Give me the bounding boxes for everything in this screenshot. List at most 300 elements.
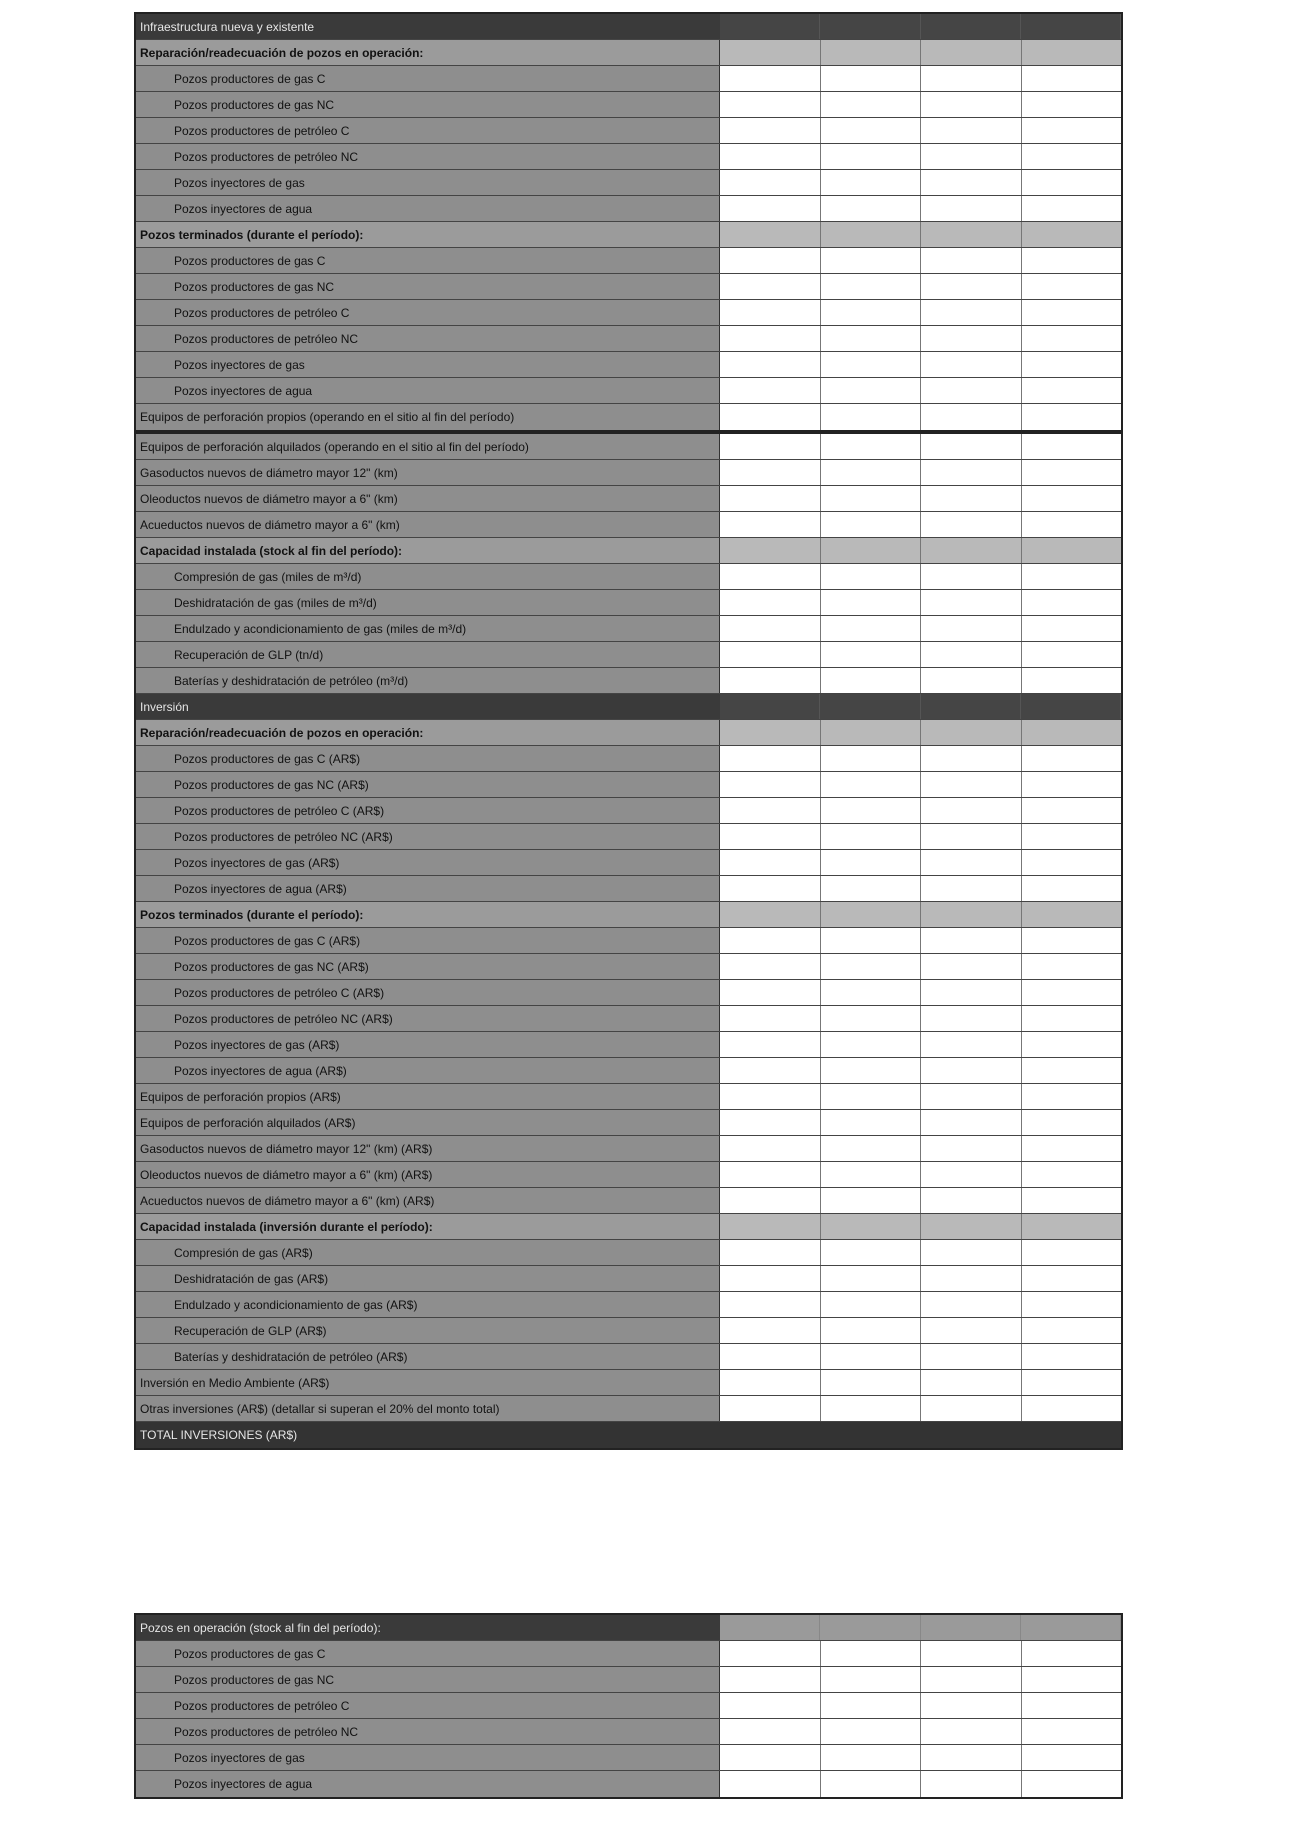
value-cell[interactable] [1022,1058,1122,1083]
value-cell[interactable] [1022,486,1122,511]
value-cell[interactable] [1022,352,1122,377]
value-cell[interactable] [720,1719,821,1744]
value-cell[interactable] [821,378,922,403]
value-cell[interactable] [1022,1136,1122,1161]
table-row [136,274,1121,300]
value-cell[interactable] [720,170,821,195]
value-cell[interactable] [921,1188,1022,1213]
value-cell[interactable] [921,1110,1022,1135]
table-row [136,1745,1121,1771]
value-cell[interactable] [720,1641,821,1666]
value-cell[interactable] [1022,1240,1122,1265]
value-cell[interactable] [720,1240,821,1265]
value-cell[interactable] [821,1188,922,1213]
value-cell[interactable] [1022,1745,1122,1770]
value-cell[interactable] [720,824,821,849]
value-cell[interactable] [1022,824,1122,849]
value-cell[interactable] [1022,144,1122,169]
value-cell[interactable] [821,746,922,771]
table-row [136,1771,1121,1797]
value-cell[interactable] [821,118,922,143]
value-cell[interactable] [1022,798,1122,823]
value-cell[interactable] [720,1318,821,1343]
value-cell[interactable] [921,248,1022,273]
value-cell[interactable] [1022,404,1122,430]
value-cell[interactable] [1022,1162,1122,1187]
value-cell[interactable] [821,196,922,221]
section-header-infraestructura [136,14,1121,40]
value-cell[interactable] [720,404,821,430]
value-cell[interactable] [1022,512,1122,537]
value-cell[interactable] [921,1396,1022,1421]
value-cell[interactable] [720,1058,821,1083]
value-cell[interactable] [921,824,1022,849]
value-cell [720,1615,820,1640]
value-cell [1022,720,1122,745]
value-cell[interactable] [720,1136,821,1161]
table-row [136,1058,1121,1084]
row-label: Pozos inyectores de agua (AR$) [136,876,720,901]
value-cell[interactable] [720,512,821,537]
value-cell [1022,40,1122,65]
row-label: Pozos productores de petróleo NC [136,326,720,351]
table-infraestructura-inversion [134,432,1123,1450]
value-cell[interactable] [720,1006,821,1031]
value-cell[interactable] [921,642,1022,667]
value-cell[interactable] [1022,378,1122,403]
value-cell[interactable] [1022,248,1122,273]
value-cell[interactable] [1022,1188,1122,1213]
row-label: Pozos productores de gas NC [136,274,720,299]
value-cell [1022,1214,1122,1239]
value-cell[interactable] [821,824,922,849]
value-cell[interactable] [821,1641,922,1666]
value-cell[interactable] [1022,1370,1122,1395]
row-label: Deshidratación de gas (AR$) [136,1266,720,1291]
value-cell[interactable] [821,668,922,693]
value-cell[interactable] [720,1292,821,1317]
value-cell[interactable] [921,404,1022,430]
value-cell[interactable] [720,1188,821,1213]
row-label: Pozos inyectores de gas [136,170,720,195]
value-cell[interactable] [921,486,1022,511]
value-cell[interactable] [1022,876,1122,901]
value-cell[interactable] [720,274,821,299]
value-cell [921,902,1022,927]
value-cell[interactable] [821,876,922,901]
table-row [136,1719,1121,1745]
row-label: Pozos inyectores de agua [136,196,720,221]
value-cell[interactable] [1022,564,1122,589]
table-row [136,144,1121,170]
section-header-row [136,1615,1121,1641]
value-cell[interactable] [921,92,1022,117]
table-row [136,876,1121,902]
value-cell[interactable] [921,144,1022,169]
row-label: Equipos de perforación propios (operando en el sitio al fin del período) [136,404,720,430]
row-label: Pozos inyectores de gas (AR$) [136,1032,720,1057]
row-label: Pozos terminados (durante el período): [136,222,720,247]
value-cell[interactable] [720,434,821,459]
table-row [136,512,1121,538]
value-cell[interactable] [1022,772,1122,797]
value-cell [720,222,821,247]
table-row [136,538,1121,564]
value-cell[interactable] [921,564,1022,589]
value-cell[interactable] [821,248,922,273]
value-cell[interactable] [1022,1110,1122,1135]
row-label: Oleoductos nuevos de diámetro mayor a 6" (km) [136,486,720,511]
value-cell[interactable] [1022,1719,1122,1744]
row-label: Pozos productores de petróleo NC [136,144,720,169]
value-cell[interactable] [821,616,922,641]
table-row [136,1188,1121,1214]
value-cell[interactable] [921,1032,1022,1057]
value-cell[interactable] [921,1344,1022,1369]
value-cell[interactable] [1022,118,1122,143]
table-row [136,720,1121,746]
value-cell[interactable] [821,1266,922,1291]
value-cell[interactable] [720,1370,821,1395]
value-cell[interactable] [821,1058,922,1083]
value-cell[interactable] [921,798,1022,823]
value-cell[interactable] [921,1006,1022,1031]
total-cell [720,1422,1121,1448]
value-cell[interactable] [720,668,821,693]
value-cell[interactable] [821,1745,922,1770]
value-cell[interactable] [821,460,922,485]
value-cell[interactable] [821,590,922,615]
table-row [136,248,1121,274]
row-label: Pozos productores de petróleo NC (AR$) [136,824,720,849]
row-label: Compresión de gas (AR$) [136,1240,720,1265]
value-cell[interactable] [921,1719,1022,1744]
value-cell[interactable] [921,378,1022,403]
value-cell [1022,222,1122,247]
value-cell[interactable] [821,404,922,430]
value-cell[interactable] [821,1344,922,1369]
table-row [136,66,1121,92]
value-cell[interactable] [1022,590,1122,615]
value-cell[interactable] [1022,1693,1122,1718]
value-cell[interactable] [720,118,821,143]
value-cell[interactable] [1022,746,1122,771]
value-cell[interactable] [720,616,821,641]
value-cell[interactable] [921,1771,1022,1797]
value-cell[interactable] [821,928,922,953]
row-label: Pozos inyectores de gas (AR$) [136,850,720,875]
value-cell[interactable] [1022,170,1122,195]
value-cell[interactable] [821,1032,922,1057]
value-cell[interactable] [720,144,821,169]
value-cell[interactable] [921,590,1022,615]
value-cell[interactable] [921,850,1022,875]
value-cell[interactable] [821,326,922,351]
value-cell[interactable] [821,274,922,299]
table-row [136,434,1121,460]
value-cell[interactable] [821,92,922,117]
value-cell[interactable] [821,1370,922,1395]
table-row [136,1162,1121,1188]
table-row [136,300,1121,326]
value-cell[interactable] [921,170,1022,195]
row-label: Pozos productores de petróleo NC [136,1719,720,1744]
value-cell[interactable] [921,1370,1022,1395]
value-cell[interactable] [1022,1032,1122,1057]
value-cell[interactable] [1022,1667,1122,1692]
value-cell[interactable] [1022,1266,1122,1291]
value-cell [921,694,1021,719]
value-cell[interactable] [720,66,821,91]
row-label: Pozos terminados (durante el período): [136,902,720,927]
value-cell [720,1214,821,1239]
value-cell[interactable] [1022,1396,1122,1421]
value-cell[interactable] [1022,1006,1122,1031]
value-cell[interactable] [821,66,922,91]
table-row [136,40,1121,66]
value-cell[interactable] [821,1396,922,1421]
value-cell[interactable] [821,564,922,589]
value-cell[interactable] [921,1084,1022,1109]
value-cell[interactable] [921,616,1022,641]
value-cell [921,1214,1022,1239]
row-label: Otras inversiones (AR$) (detallar si superan el 20% del monto total) [136,1396,720,1421]
value-cell[interactable] [720,460,821,485]
value-cell[interactable] [1022,642,1122,667]
value-cell[interactable] [821,144,922,169]
value-cell[interactable] [821,1719,922,1744]
value-cell[interactable] [921,300,1022,325]
value-cell[interactable] [1022,980,1122,1005]
table-row [136,1006,1121,1032]
value-cell [921,222,1022,247]
value-cell[interactable] [921,1745,1022,1770]
value-cell[interactable] [720,1266,821,1291]
header-cell [720,14,820,39]
row-label: Pozos inyectores de gas [136,352,720,377]
value-cell[interactable] [921,1266,1022,1291]
value-cell[interactable] [921,1641,1022,1666]
table-row [136,564,1121,590]
row-label: Pozos productores de petróleo C [136,1693,720,1718]
value-cell[interactable] [921,118,1022,143]
value-cell[interactable] [921,746,1022,771]
value-cell[interactable] [720,876,821,901]
value-cell[interactable] [821,1006,922,1031]
table-row [136,1032,1121,1058]
value-cell[interactable] [1022,928,1122,953]
value-cell[interactable] [821,1667,922,1692]
value-cell[interactable] [1022,274,1122,299]
value-cell[interactable] [921,196,1022,221]
row-label: Pozos productores de gas C [136,66,720,91]
value-cell[interactable] [1022,616,1122,641]
row-label: Pozos productores de petróleo C (AR$) [136,798,720,823]
value-cell[interactable] [821,434,922,459]
value-cell[interactable] [921,512,1022,537]
table-row [136,1396,1121,1422]
value-cell[interactable] [821,1771,922,1797]
value-cell[interactable] [1022,1292,1122,1317]
value-cell[interactable] [921,326,1022,351]
value-cell[interactable] [1022,66,1122,91]
value-cell[interactable] [821,352,922,377]
table-row [136,486,1121,512]
table-row [136,616,1121,642]
table-row [136,902,1121,928]
value-cell[interactable] [921,1136,1022,1161]
value-cell[interactable] [921,460,1022,485]
value-cell[interactable] [821,1136,922,1161]
value-cell[interactable] [921,772,1022,797]
value-cell[interactable] [821,1162,922,1187]
value-cell[interactable] [921,928,1022,953]
value-cell[interactable] [720,326,821,351]
value-cell[interactable] [720,1771,821,1797]
row-label: Gasoductos nuevos de diámetro mayor 12" (km) (AR$) [136,1136,720,1161]
value-cell[interactable] [821,1240,922,1265]
value-cell[interactable] [1022,300,1122,325]
value-cell[interactable] [1022,1344,1122,1369]
value-cell[interactable] [921,980,1022,1005]
row-label: Pozos en operación (stock al fin del período): [136,1615,720,1640]
value-cell[interactable] [1022,1318,1122,1343]
value-cell[interactable] [720,642,821,667]
table-row [136,1370,1121,1396]
value-cell[interactable] [921,66,1022,91]
row-label: Pozos productores de petróleo C [136,300,720,325]
value-cell[interactable] [720,1344,821,1369]
value-cell[interactable] [720,798,821,823]
table-row [136,746,1121,772]
value-cell[interactable] [1022,1771,1122,1797]
value-cell[interactable] [821,772,922,797]
table-row [136,1266,1121,1292]
value-cell[interactable] [1022,196,1122,221]
value-cell[interactable] [720,1032,821,1057]
row-label: Pozos productores de gas C (AR$) [136,746,720,771]
value-cell[interactable] [1022,668,1122,693]
value-cell[interactable] [921,274,1022,299]
row-label: Deshidratación de gas (miles de m³/d) [136,590,720,615]
value-cell[interactable] [720,746,821,771]
value-cell[interactable] [821,300,922,325]
value-cell[interactable] [720,300,821,325]
value-cell[interactable] [720,352,821,377]
value-cell[interactable] [720,772,821,797]
value-cell[interactable] [921,1693,1022,1718]
value-cell[interactable] [921,1162,1022,1187]
value-cell[interactable] [720,1396,821,1421]
value-cell[interactable] [720,850,821,875]
value-cell[interactable] [821,980,922,1005]
value-cell[interactable] [720,378,821,403]
row-label: Pozos productores de gas NC (AR$) [136,772,720,797]
value-cell[interactable] [720,1745,821,1770]
row-label: Pozos productores de gas C (AR$) [136,928,720,953]
value-cell[interactable] [821,1693,922,1718]
table-row [136,772,1121,798]
row-label: Pozos inyectores de agua [136,1771,720,1797]
value-cell[interactable] [1022,326,1122,351]
value-cell[interactable] [1022,850,1122,875]
value-cell[interactable] [921,1240,1022,1265]
value-cell[interactable] [921,954,1022,979]
value-cell[interactable] [821,798,922,823]
value-cell[interactable] [821,954,922,979]
value-cell[interactable] [1022,1641,1122,1666]
value-cell[interactable] [921,1318,1022,1343]
value-cell[interactable] [821,512,922,537]
row-label: Acueductos nuevos de diámetro mayor a 6" (km) [136,512,720,537]
row-label: Acueductos nuevos de diámetro mayor a 6" (km) (AR$) [136,1188,720,1213]
value-cell[interactable] [720,1162,821,1187]
value-cell[interactable] [821,170,922,195]
row-label: Capacidad instalada (stock al fin del período): [136,538,720,563]
section-header-row [136,694,1121,720]
value-cell[interactable] [720,1084,821,1109]
value-cell[interactable] [720,564,821,589]
table-row [136,170,1121,196]
row-label: Pozos productores de gas NC (AR$) [136,954,720,979]
value-cell[interactable] [921,434,1022,459]
value-cell[interactable] [720,590,821,615]
value-cell[interactable] [921,1058,1022,1083]
value-cell[interactable] [1022,434,1122,459]
table-infraestructura [134,12,1123,432]
value-cell[interactable] [1022,460,1122,485]
row-label: Baterías y deshidratación de petróleo (AR$) [136,1344,720,1369]
value-cell[interactable] [921,876,1022,901]
value-cell[interactable] [720,954,821,979]
row-label: Pozos productores de gas C [136,248,720,273]
value-cell[interactable] [821,1318,922,1343]
value-cell[interactable] [821,642,922,667]
value-cell[interactable] [821,1110,922,1135]
value-cell[interactable] [821,486,922,511]
value-cell[interactable] [821,1292,922,1317]
value-cell[interactable] [720,980,821,1005]
row-label: Pozos productores de gas NC [136,92,720,117]
value-cell[interactable] [720,1693,821,1718]
value-cell[interactable] [720,196,821,221]
table-row [136,1214,1121,1240]
value-cell[interactable] [720,92,821,117]
row-label: Pozos productores de gas C [136,1641,720,1666]
value-cell[interactable] [720,1667,821,1692]
value-cell[interactable] [720,248,821,273]
table-row [136,92,1121,118]
value-cell[interactable] [1022,954,1122,979]
row-label: Equipos de perforación propios (AR$) [136,1084,720,1109]
table-row [136,954,1121,980]
value-cell[interactable] [1022,1084,1122,1109]
value-cell[interactable] [821,1084,922,1109]
value-cell[interactable] [921,668,1022,693]
value-cell [720,902,821,927]
value-cell [921,720,1022,745]
value-cell [821,902,922,927]
value-cell[interactable] [921,352,1022,377]
table-row [136,222,1121,248]
value-cell[interactable] [821,850,922,875]
value-cell[interactable] [720,486,821,511]
value-cell[interactable] [720,928,821,953]
value-cell[interactable] [921,1667,1022,1692]
value-cell[interactable] [720,1110,821,1135]
value-cell[interactable] [1022,92,1122,117]
value-cell[interactable] [921,1292,1022,1317]
